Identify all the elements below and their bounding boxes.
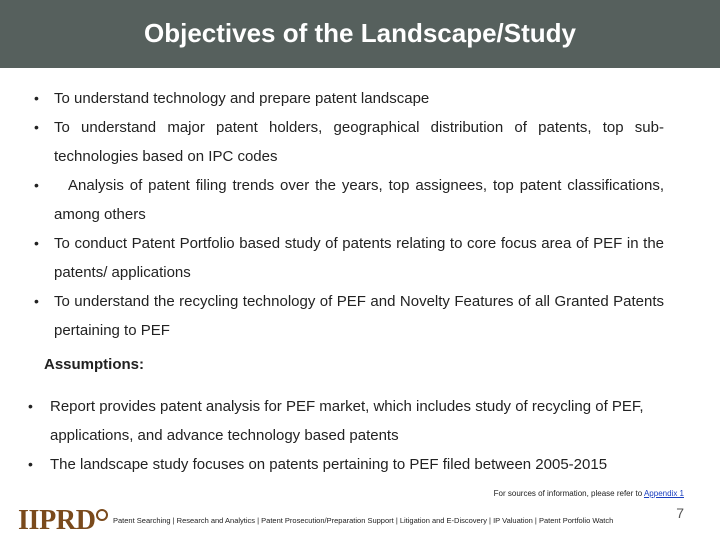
page-number: 7 [676, 505, 684, 521]
assumption-text: The landscape study focuses on patents pertaining to PEF filed between 2005-2015 [50, 456, 608, 473]
footer-services: Patent Searching | Research and Analytics | Patent Prosecution/Preparation Support | Litigation and E-Discovery | IP Valuation | Patent Portfolio Watch [113, 516, 614, 525]
bullet-icon: • [34, 177, 39, 193]
objective-item [34, 171, 664, 229]
assumption-item [28, 392, 660, 450]
objective-text: To understand major patent holders, geographical distribution of patents, top sub-technologies based on IPC codes [54, 119, 664, 165]
bullet-icon: • [34, 293, 39, 309]
iiprd-logo [18, 503, 108, 535]
objective-item [34, 229, 664, 287]
objective-text: To understand technology and prepare patent landscape [54, 90, 430, 107]
footnote-text: For sources of information, please refer to [493, 489, 644, 498]
assumptions-list [28, 392, 660, 479]
slide-title: Objectives of the Landscape/Study [144, 18, 576, 48]
objective-item [34, 84, 664, 113]
logo-text: IIPRD [18, 505, 96, 535]
bullet-icon: • [28, 398, 33, 414]
bullet-icon: • [34, 90, 39, 106]
objective-text: Analysis of patent filing trends over the years, top assignees, top patent classifications, among others [54, 177, 664, 223]
appendix-link[interactable]: Appendix 1 [643, 489, 684, 498]
objective-item [34, 113, 664, 171]
bullet-icon: • [34, 235, 39, 251]
objective-item [34, 287, 664, 345]
assumptions-heading: Assumptions: [44, 356, 145, 373]
bullet-icon: • [34, 119, 39, 135]
assumption-item [28, 450, 660, 479]
sources-footnote [494, 489, 684, 498]
bullet-icon: • [28, 456, 33, 472]
objective-text: To understand the recycling technology of PEF and Novelty Features of all Granted Patents pertaining to PEF [54, 293, 664, 339]
assumption-text: Report provides patent analysis for PEF market, which includes study of recycling of PEF, applications, and advance technology based patents [50, 398, 644, 444]
objective-text: To conduct Patent Portfolio based study of patents relating to core focus area of PEF in the patents/ applications [54, 235, 664, 281]
title-bar [0, 0, 720, 68]
objectives-list [34, 84, 664, 345]
